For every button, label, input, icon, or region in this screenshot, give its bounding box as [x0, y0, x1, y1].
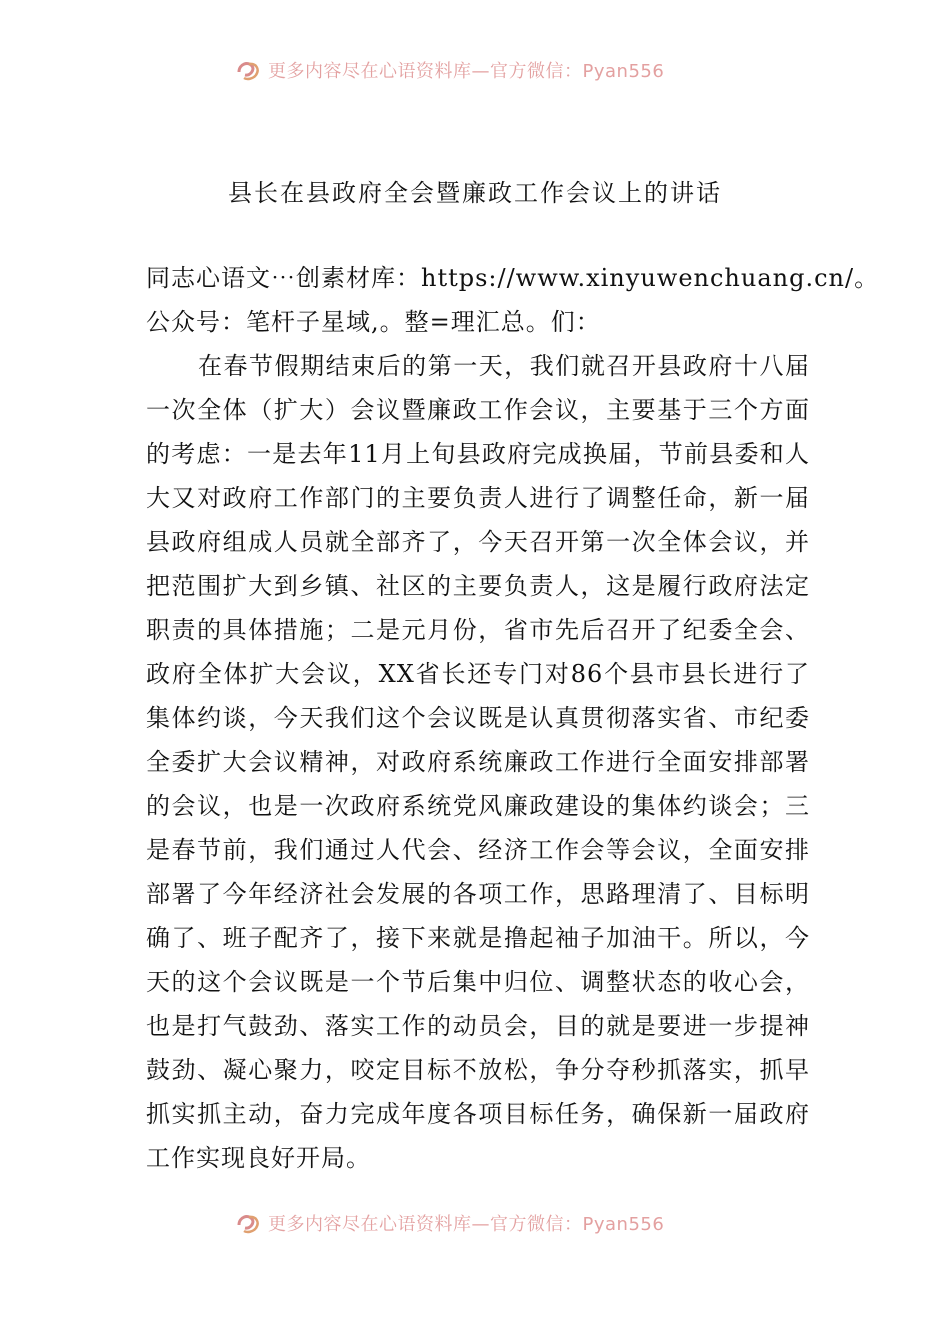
- intro-lines: [146, 256, 880, 344]
- watermark-text: 更多内容尽在心语资料库—官方微信：Pyan556: [268, 1214, 665, 1234]
- footer-watermark: [0, 1208, 950, 1234]
- header-watermark: [0, 55, 950, 81]
- document-title: 县长在县政府全会暨廉政工作会议上的讲话: [228, 179, 722, 207]
- intro-line-source: 同志心语文⋯创素材库：https://www.xinyuwenchuang.cn/。: [146, 264, 880, 292]
- watermark-text: 更多内容尽在心语资料库—官方微信：Pyan556: [268, 61, 665, 81]
- body-paragraph: 在春节假期结束后的第一天，我们就召开县政府十八届一次全体（扩大）会议暨廉政工作会议，主要基于三个方面的考虑：一是去年11月上旬县政府完成换届，节前县委和人大又对政府工作部门的主要负责人进行了调整任命，新一届县政府组成人员就全部齐了，今天召开第一次全体会议，并把范围扩大到乡镇、社区的主要负责人，这是履行政府法定职责的具体措施；二是元月份，省市先后召开了纪委全会、政府全体扩大会议，XX省长还专门对86个县市县长进行了集体约谈，今天我们这个会议既是认真贯彻落实省、市纪委全委扩大会议精神，对政府系统廉政工作进行全面安排部署的会议，也是一次政府系统党风廉政建设的集体约谈会；三是春节前，我们通过人代会、经济工作会等会议，全面安排部署了今年经济社会发展的各项工作，思路理清了、目标明确了、班子配齐了，接下来就是撸起袖子加油干。所以，今天的这个会议既是一个节后集中归位、调整状态的收心会，也是打气鼓劲、落实工作的动员会，目的就是要进一步提神鼓劲、凝心聚力，咬定目标不放松，争分夺秒抓落实，抓早抓实抓主动，奋力完成年度各项目标任务，确保新一届政府工作实现良好开局。: [146, 352, 810, 1172]
- brand-logo-icon: [236, 58, 262, 81]
- brand-logo-icon: [236, 1211, 262, 1234]
- intro-line-account: 公众号：笔杆子星域,。整=理汇总。们：: [146, 308, 601, 336]
